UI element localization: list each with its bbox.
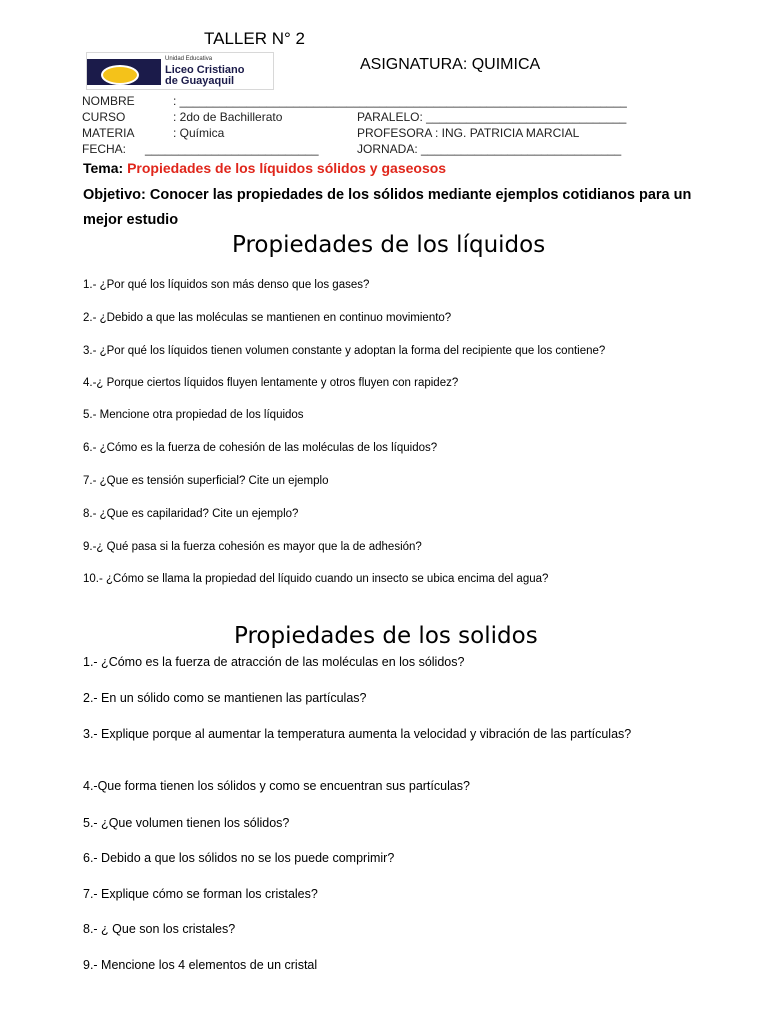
curso-value: : 2do de Bachillerato [173,110,283,124]
materia-value: : Química [173,126,225,140]
fecha-label: FECHA: [82,142,127,156]
solidos-question: 5.- ¿Que volumen tienen los sólidos? [83,816,290,830]
liquidos-question: 1.- ¿Por qué los líquidos son más denso que los gases? [83,279,370,291]
logo-oval-icon [101,65,139,85]
tema-value: Propiedades de los líquidos sólidos y gaseosos [127,160,447,176]
solidos-question: 4.-Que forma tienen los sólidos y como se encuentran sus partículas? [83,779,471,793]
worksheet-title: TALLER N° 2 [204,29,305,48]
logo-subtitle: Unidad Educativa [165,56,213,62]
liquidos-question: 2.- ¿Debido a que las moléculas se mantienen en continuo movimiento? [83,312,452,324]
fecha-field[interactable]: __________________________ [145,142,319,156]
subject-heading: ASIGNATURA: QUIMICA [360,56,541,73]
solidos-question: 1.- ¿Cómo es la fuerza de atracción de las moléculas en los sólidos? [83,655,465,669]
logo-line-1: Liceo Cristiano [165,64,245,76]
nombre-label: NOMBRE [82,94,135,108]
liquidos-heading: Propiedades de los líquidos [232,232,546,258]
liquidos-question: 7.- ¿Que es tensión superficial? Cite un ejemplo [83,475,329,487]
materia-label: MATERIA [82,126,135,140]
jornada-field[interactable]: JORNADA: ______________________________ [357,142,622,156]
tema-line [83,160,446,176]
solidos-question: 3.- Explique porque al aumentar la temperatura aumenta la velocidad y vibración de las partículas? [83,727,632,741]
solidos-heading: Propiedades de los solidos [234,623,538,649]
profesora-value: PROFESORA : ING. PATRICIA MARCIAL [357,126,580,140]
solidos-question: 7.- Explique cómo se forman los cristales? [83,887,318,901]
liquidos-question: 6.- ¿Cómo es la fuerza de cohesión de las moléculas de los líquidos? [83,442,438,454]
solidos-question: 2.- En un sólido como se mantienen las partículas? [83,691,367,705]
tema-label: Tema: [83,160,124,176]
liquidos-question: 8.- ¿Que es capilaridad? Cite un ejemplo? [83,508,299,520]
liquidos-question: 10.- ¿Cómo se llama la propiedad del líquido cuando un insecto se ubica encima del agua? [83,573,549,585]
liquidos-question: 5.- Mencione otra propiedad de los líquidos [83,409,304,421]
liquidos-question: 9.-¿ Qué pasa si la fuerza cohesión es mayor que la de adhesión? [83,541,422,553]
nombre-field[interactable]: : ___________________________________________________________________ [173,94,627,108]
liquidos-question: 3.- ¿Por qué los líquidos tienen volumen constante y adoptan la forma del recipiente que los contiene? [83,345,606,357]
logo-line-2: de Guayaquil [165,75,235,87]
objetivo-text: Objetivo: Conocer las propiedades de los sólidos mediante ejemplos cotidianos para un mejor estudio [83,187,692,228]
school-logo [86,52,274,90]
paralelo-field[interactable]: PARALELO: ______________________________ [357,110,627,124]
liquidos-question: 4.-¿ Porque ciertos líquidos fluyen lentamente y otros fluyen con rapidez? [83,377,459,389]
curso-label: CURSO [82,110,126,124]
solidos-question: 9.- Mencione los 4 elementos de un cristal [83,958,318,972]
solidos-question: 6.- Debido a que los sólidos no se los puede comprimir? [83,851,395,865]
solidos-question: 8.- ¿ Que son los cristales? [83,922,236,936]
